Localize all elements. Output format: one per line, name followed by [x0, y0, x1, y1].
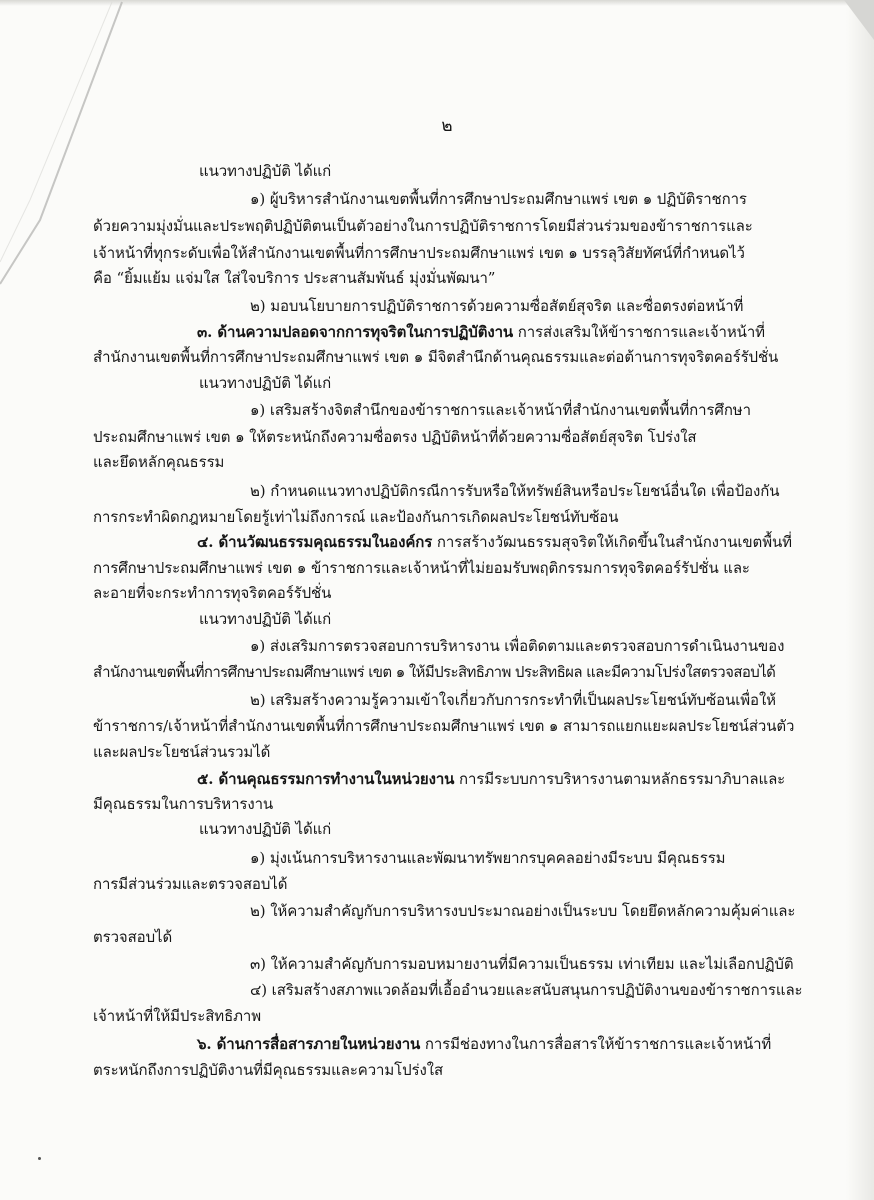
section-heading: ๕. ด้านคุณธรรมการทำงานในหน่วยงาน [197, 770, 455, 788]
text-line: คือ “ยิ้มแย้ม แจ่มใส ใส่ใจบริการ ประสานสัมพันธ์ มุ่งมั่นพัฒนา” [93, 269, 496, 287]
text-line: ละอายที่จะกระทำการทุจริตคอร์รัปชั่น [93, 584, 332, 602]
text-line: ๔) เสริมสร้างสภาพแวดล้อมที่เอื้ออำนวยและสนับสนุนการปฏิบัติงานของข้าราชการและ [250, 981, 803, 999]
section-heading-line: ๓. ด้านความปลอดจากการทุจริตในการปฏิบัติงาน การส่งเสริมให้ข้าราชการและเจ้าหน้าที่ [197, 323, 765, 341]
text-line: แนวทางปฏิบัติ ได้แก่ [199, 374, 332, 392]
text-line: ตระหนักถึงการปฏิบัติงานที่มีคุณธรรมและความโปร่งใส [93, 1061, 444, 1079]
text-line: และยึดหลักคุณธรรม [93, 453, 225, 471]
text-line: ด้วยความมุ่งมั่นและประพฤติปฏิบัติตนเป็นตัวอย่างในการปฏิบัติราชการโดยมีส่วนร่วมของข้าราชการและ [93, 217, 753, 235]
text-line: เจ้าหน้าที่ให้มีประสิทธิภาพ [93, 1007, 262, 1025]
text-line: ๑) เสริมสร้างจิตสำนึกของข้าราชการและเจ้าหน้าที่สำนักงานเขตพื้นที่การศึกษา [250, 401, 751, 419]
text-line: ประถมศึกษาแพร่ เขต ๑ ให้ตระหนักถึงความซื่อตรง ปฏิบัติหน้าที่ด้วยความซื่อสัตย์สุจริต โปร่งใส [93, 428, 697, 446]
scan-edge-right [846, 0, 874, 1200]
text-line: มีคุณธรรมในการบริหารงาน [93, 795, 274, 813]
text-line: แนวทางปฏิบัติ ได้แก่ [199, 610, 332, 628]
section-heading-line: ๕. ด้านคุณธรรมการทำงานในหน่วยงาน การมีระบบการบริหารงานตามหลักธรรมาภิบาลและ [197, 770, 786, 788]
text-line: การศึกษาประถมศึกษาแพร่ เขต ๑ ข้าราชการและเจ้าหน้าที่ไม่ยอมรับพฤติกรรมการทุจริตคอร์รัปชั่น และ [93, 559, 750, 577]
text-line: ข้าราชการ/เจ้าหน้าที่สำนักงานเขตพื้นที่การศึกษาประถมศึกษาแพร่ เขต ๑ สามารถแยกแยะผลประโยชน์ส่วนตัว [93, 717, 795, 735]
page-number: ๒ [441, 116, 453, 136]
section-heading-line: ๖. ด้านการสื่อสารภายในหน่วยงาน การมีช่องทางในการสื่อสารให้ข้าราชการและเจ้าหน้าที่ [197, 1035, 772, 1053]
text-line: สำนักงานเขตพื้นที่การศึกษาประถมศึกษาแพร่ เขต ๑ มีจิตสำนึกด้านคุณธรรมและต่อต้านการทุจริตคอร์รัปชั่น [93, 348, 779, 366]
text-line: เจ้าหน้าที่ทุกระดับเพื่อให้สำนักงานเขตพื้นที่การศึกษาประถมศึกษาแพร่ เขต ๑ บรรลุวิสัยทัศน์ที่กำหนดไว้ [93, 244, 745, 262]
section-heading: ๔. ด้านวัฒนธรรมคุณธรรมในองค์กร [197, 533, 433, 551]
text-line: ๑) ส่งเสริมการตรวจสอบการบริหารงาน เพื่อติดตามและตรวจสอบการดำเนินงานของ [250, 637, 785, 655]
section-heading: ๓. ด้านความปลอดจากการทุจริตในการปฏิบัติงาน [197, 323, 514, 341]
scan-speck [38, 1157, 41, 1160]
text-line: ๒) กำหนดแนวทางปฏิบัติกรณีการรับหรือให้ทรัพย์สินหรือประโยชน์อื่นใด เพื่อป้องกัน [250, 482, 780, 500]
text-line: และผลประโยชน์ส่วนรวมได้ [93, 743, 271, 761]
text-line: แนวทางปฏิบัติ ได้แก่ [199, 820, 332, 838]
text-line: ตรวจสอบได้ [93, 928, 173, 946]
text-line: ๒) ให้ความสำคัญกับการบริหารงบประมาณอย่างเป็นระบบ โดยยึดหลักความคุ้มค่าและ [250, 902, 796, 920]
text-line: แนวทางปฏิบัติ ได้แก่ [199, 162, 332, 180]
text-line: การกระทำผิดกฎหมายโดยรู้เท่าไม่ถึงการณ์ และป้องกันการเกิดผลประโยชน์ทับซ้อน [93, 508, 619, 526]
text-line: ๑) ผู้บริหารสำนักงานเขตพื้นที่การศึกษาประถมศึกษาแพร่ เขต ๑ ปฏิบัติราชการ [250, 190, 747, 208]
text-line: ๓) ให้ความสำคัญกับการมอบหมายงานที่มีความเป็นธรรม เท่าเทียม และไม่เลือกปฏิบัติ [250, 955, 794, 973]
text-line: การมีส่วนร่วมและตรวจสอบได้ [93, 875, 288, 893]
text-line: ๑) มุ่งเน้นการบริหารงานและพัฒนาทรัพยากรบุคคลอย่างมีระบบ มีคุณธรรม [250, 849, 726, 867]
section-heading-line: ๔. ด้านวัฒนธรรมคุณธรรมในองค์กร การสร้างวัฒนธรรมสุจริตให้เกิดขึ้นในสำนักงานเขตพื้นที่ [197, 533, 792, 551]
section-heading: ๖. ด้านการสื่อสารภายในหน่วยงาน [197, 1035, 421, 1053]
text-line: ๒) มอบนโยบายการปฏิบัติราชการด้วยความซื่อสัตย์สุจริต และซื่อตรงต่อหน้าที่ [250, 297, 744, 315]
text-line: ๒) เสริมสร้างความรู้ความเข้าใจเกี่ยวกับการกระทำที่เป็นผลประโยชน์ทับซ้อนเพื่อให้ [250, 691, 776, 709]
text-line: สำนักงานเขตพื้นที่การศึกษาประถมศึกษาแพร่ เขต ๑ ให้มีประสิทธิภาพ ประสิทธิผล และมีความโปร่งใสตรวจสอบได้ [93, 663, 776, 681]
